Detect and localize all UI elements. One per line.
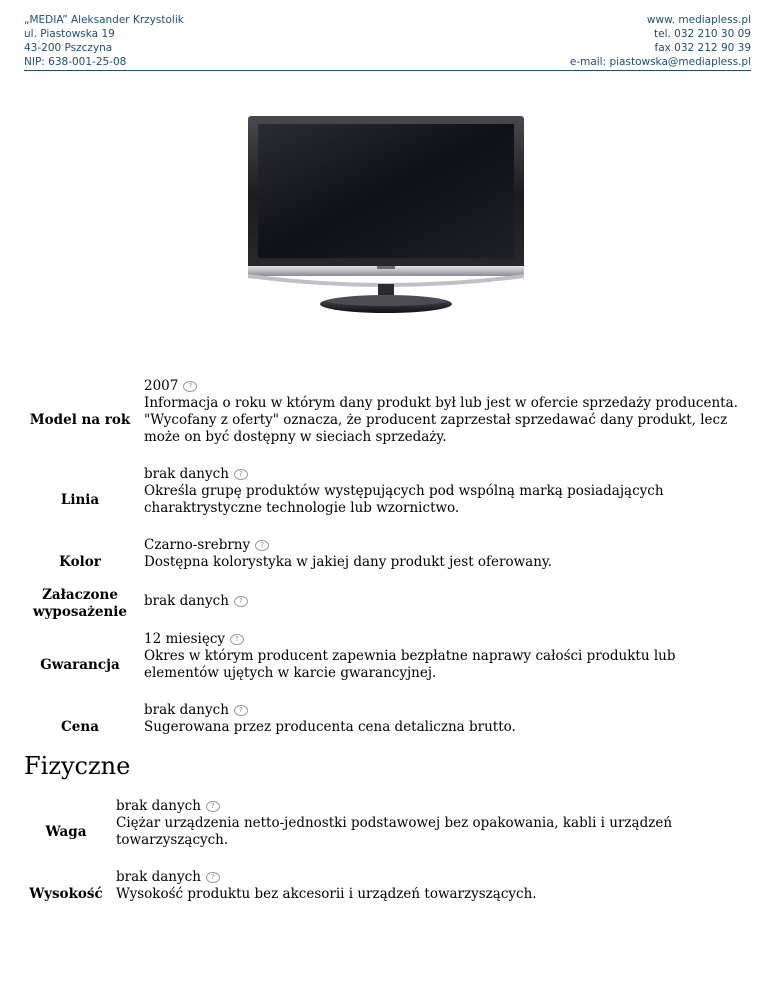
tv-icon [244,116,528,328]
company-city: 43-200 Pszczyna [24,42,113,54]
spec-row-height [24,859,751,913]
spec-value-text: brak danych [116,869,201,885]
spec-description: Wysokość produktu bez akcesorii i urządzeń towarzyszących. [116,886,537,902]
spec-value [116,788,751,859]
spec-value-text: Czarno-srebrny [144,537,251,553]
help-icon[interactable]: ? [206,872,220,883]
help-icon[interactable]: ? [255,540,269,551]
spec-value [144,368,751,456]
page-header [24,13,751,71]
spec-row-weight [24,788,751,859]
spec-row-line [24,456,751,527]
spec-description: Informacja o roku w którym dany produkt był lub jest w ofercie sprzedaży producenta. "Wycofany z oferty" oznacza, że producent zaprzestał sprzedawać dany produkt, lecz może on być dostępny w sieciach sprzedaży. [144,395,738,445]
spec-label: Cena [61,719,99,735]
physical-specs-table [24,788,751,913]
company-phone: tel. 032 210 30 09 [654,28,751,40]
company-nip: NIP: 638-001-25-08 [24,56,127,68]
spec-value-text: brak danych [116,798,201,814]
spec-value-text: brak danych [144,592,229,609]
spec-row-included-accessories [24,581,751,621]
company-street: ul. Piastowska 19 [24,28,115,40]
spec-value-text: brak danych [144,702,229,718]
spec-description: Okres w którym producent zapewnia bezpłatne naprawy całości produktu lub elementów ujętych w karcie gwarancyjnej. [144,648,676,681]
company-website[interactable]: www. mediapless.pl [646,14,751,26]
general-specs-table [24,368,751,746]
spec-label: Waga [45,823,87,840]
spec-row-color [24,527,751,581]
company-address [24,13,184,69]
spec-value [144,456,751,527]
spec-row-price [24,692,751,746]
spec-value-text: 2007 [144,378,179,394]
company-email[interactable]: e-mail: piastowska@mediapless.pl [569,56,751,68]
section-title-physical: Fizyczne [24,752,131,780]
company-contact [570,13,751,69]
spec-description: Ciężar urządzenia netto-jednostki podstawowej bez opakowania, kabli i urządzeń towarzyszących. [116,815,673,848]
spec-label: Kolor [59,554,101,570]
spec-description: Dostępna kolorystyka w jakiej dany produkt jest oferowany. [144,554,553,570]
spec-value [144,621,751,692]
spec-label: Gwarancja [40,656,120,673]
spec-row-warranty [24,621,751,692]
help-icon[interactable]: ? [234,705,248,716]
spec-description: Określa grupę produktów występujących pod wspólną marką posiadających charaktrystyczne technologie lub wzornictwo. [144,483,664,516]
spec-row-model-year [24,368,751,456]
spec-label: Linia [60,491,100,508]
spec-description: Sugerowana przez producenta cena detaliczna brutto. [144,719,516,735]
company-name: „MEDIA” Aleksander Krzystolik [24,14,184,26]
spec-label: Załaczone wyposażenie [32,587,128,620]
spec-value [144,692,751,746]
help-icon[interactable]: ? [230,634,244,645]
spec-value [144,527,751,581]
help-icon[interactable]: ? [183,381,197,392]
spec-label: Wysokość [29,886,103,902]
company-fax: fax 032 212 90 39 [654,42,751,54]
spec-value-text: brak danych [144,466,229,482]
help-icon[interactable]: ? [234,469,248,480]
help-icon[interactable]: ? [206,801,220,812]
spec-value-text: 12 miesięcy [144,631,225,647]
spec-label: Model na rok [29,412,131,428]
help-icon[interactable]: ? [234,596,248,607]
spec-value [116,859,751,913]
spec-value [144,581,751,621]
